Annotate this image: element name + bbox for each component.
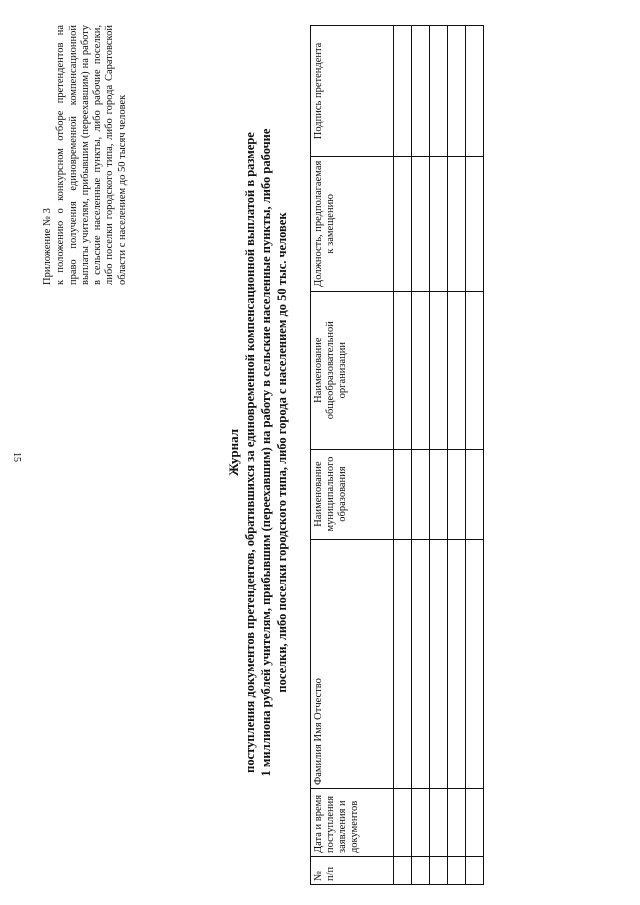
table-cell xyxy=(466,156,484,291)
table-cell xyxy=(430,449,448,539)
table-cell xyxy=(430,539,448,789)
journal-heading: Журнал xyxy=(226,429,241,476)
table-cell xyxy=(412,26,430,157)
journal-title xyxy=(226,0,290,905)
appendix-title: Приложение № 3 xyxy=(42,208,53,285)
table-row xyxy=(394,26,412,885)
table-cell xyxy=(430,26,448,157)
table-cell xyxy=(394,857,412,885)
table-cell xyxy=(448,156,466,291)
table-cell xyxy=(466,26,484,157)
table-cell xyxy=(448,449,466,539)
table-cell xyxy=(430,156,448,291)
table-header-row xyxy=(311,26,394,885)
table-cell xyxy=(394,156,412,291)
table-cell xyxy=(394,789,412,857)
table-row xyxy=(466,26,484,885)
table-row xyxy=(430,26,448,885)
table-cell xyxy=(466,789,484,857)
table-cell xyxy=(448,789,466,857)
table-cell xyxy=(466,539,484,789)
table-cell xyxy=(430,291,448,449)
journal-table xyxy=(310,25,484,885)
table-cell xyxy=(394,539,412,789)
column-header-organization: Наименование общеобразовательной организации xyxy=(311,291,394,449)
table-cell xyxy=(394,26,412,157)
journal-subtitle-line-1: поступления документов претендентов, обратившихся за единовременной компенсационной выплатой в размере xyxy=(243,132,257,773)
journal-subtitle-line-3: поселки, либо поселки городского типа, либо города с населением до 50 тыс. человек xyxy=(275,212,289,693)
journal-table-body xyxy=(394,26,484,885)
table-cell xyxy=(448,539,466,789)
column-header-number: № п/п xyxy=(311,857,394,885)
table-cell xyxy=(412,156,430,291)
table-cell xyxy=(394,449,412,539)
table-row xyxy=(412,26,430,885)
column-header-position: Должность, предполагаемая к замещению xyxy=(311,156,394,291)
column-header-municipality: Наименование муниципального образования xyxy=(311,449,394,539)
journal-subtitle-line-2: 1 миллиона рублей учителям, прибывшим (переехавшим) на работу в сельские населенные пункты, либо рабочие xyxy=(259,128,273,777)
table-row xyxy=(448,26,466,885)
table-cell xyxy=(466,291,484,449)
table-cell xyxy=(448,291,466,449)
appendix-body: к положению о конкурсном отборе претендентов на право получения единовременной компенсационной выплаты учителям, прибывшим (переехавшим) на работу в сельские населенные пункты, либо рабочие поселки, либо поселки городского типа, либо города Саратовской области с населением до 50 тысяч человек xyxy=(55,25,128,285)
table-cell xyxy=(394,291,412,449)
column-header-date-time: Дата и время поступления заявления и документов xyxy=(311,789,394,857)
table-cell xyxy=(412,857,430,885)
table-cell xyxy=(412,449,430,539)
appendix-note xyxy=(42,25,129,285)
table-cell xyxy=(430,789,448,857)
table-cell xyxy=(412,789,430,857)
table-cell xyxy=(448,857,466,885)
table-cell xyxy=(412,539,430,789)
column-header-full-name: Фамилия Имя Отчество xyxy=(311,539,394,789)
column-header-signature: Подпись претендента xyxy=(311,26,394,157)
table-cell xyxy=(412,291,430,449)
table-cell xyxy=(466,857,484,885)
table-cell xyxy=(448,26,466,157)
table-cell xyxy=(466,449,484,539)
page-number: 15 xyxy=(11,452,22,462)
table-cell xyxy=(430,857,448,885)
